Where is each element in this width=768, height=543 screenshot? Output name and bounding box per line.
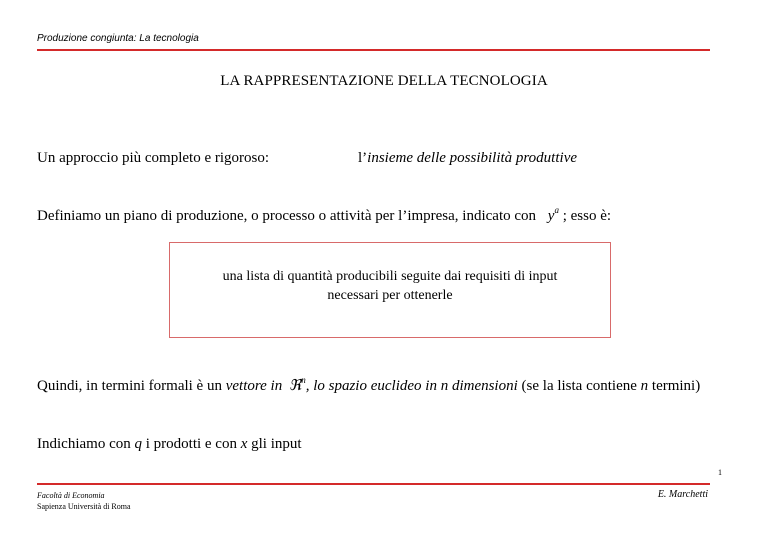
real-symbol-glyph: ℜ <box>288 378 302 394</box>
inputs-part-2: i prodotti e con <box>141 436 241 452</box>
footer-faculty: Facoltà di Economia <box>37 491 105 500</box>
definition-line <box>37 205 612 225</box>
symbol-y: y <box>547 208 555 224</box>
formal-italic-3: n <box>640 378 649 394</box>
slide-title: LA RAPPRESENTAZIONE DELLA TECNOLOGIA <box>220 73 548 89</box>
footer-author: E. Marchetti <box>657 489 708 500</box>
inputs-part-1: Indichiamo con <box>37 436 135 452</box>
definition-symbol <box>547 205 559 224</box>
header-divider <box>37 49 710 51</box>
definition-suffix: ; esso è: <box>558 208 612 224</box>
intro-term-italic: insieme delle possibilità produttive <box>367 150 578 166</box>
formal-part-1: Quindi, in termini formali è un <box>37 378 226 394</box>
inputs-x: x <box>240 436 248 452</box>
page-number: 1 <box>718 468 722 477</box>
symbol-superscript: a <box>554 205 559 215</box>
inputs-part-3: gli input <box>247 436 302 452</box>
intro-text: Un approccio più completo e rigoroso: <box>37 150 270 166</box>
formal-italic-2: , lo spazio euclideo in n dimensioni <box>305 378 518 394</box>
real-symbol <box>288 375 306 394</box>
formal-paragraph <box>37 376 727 397</box>
formal-italic-1: vettore in <box>225 378 283 394</box>
intro-term <box>358 150 577 167</box>
real-superscript: n <box>301 375 306 385</box>
footer-institution <box>37 490 131 512</box>
running-header: Produzione congiunta: La tecnologia <box>37 33 199 44</box>
inputs-line <box>37 436 302 453</box>
box-line-1: una lista di quantità producibili seguite dai requisiti di input <box>222 269 558 284</box>
inputs-q: q <box>134 436 142 452</box>
box-line-2: necessari per ottenerle <box>327 288 453 303</box>
definition-text: Definiamo un piano di produzione, o processo o attività per l’impresa, indicato con <box>37 208 537 224</box>
formal-part-3: termini) <box>648 378 701 394</box>
definition-box-text <box>170 267 610 305</box>
footer-university: Sapienza Università di Roma <box>37 502 131 511</box>
intro-term-prefix: l’ <box>358 150 368 166</box>
footer-divider <box>37 483 710 485</box>
definition-box <box>169 242 611 338</box>
formal-part-2: (se la lista contiene <box>517 378 641 394</box>
